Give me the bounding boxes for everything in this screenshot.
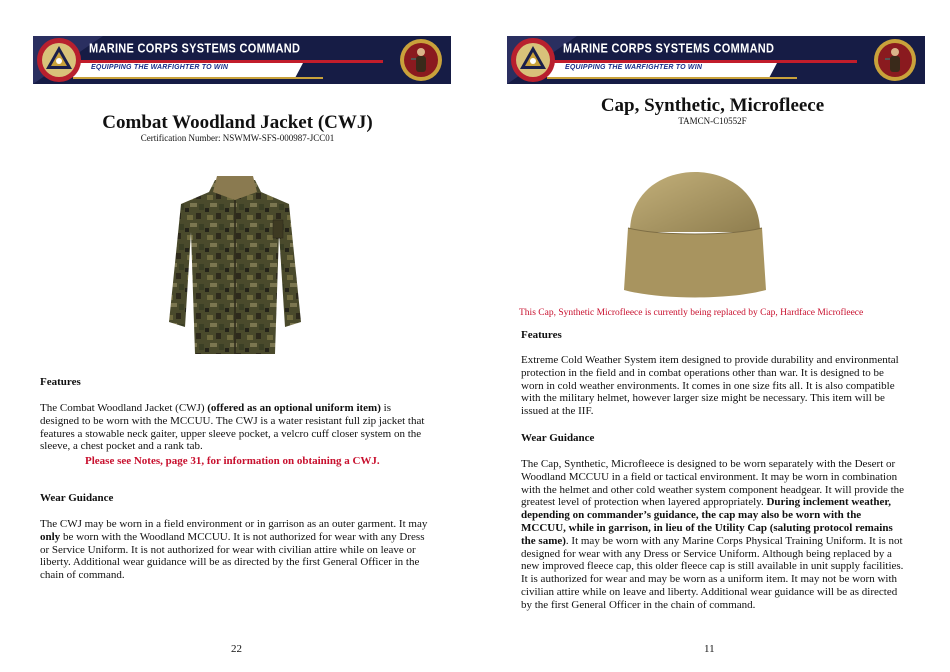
marine-seal-icon [873, 38, 917, 82]
certification-number: Certification Number: NSWMW-SFS-000987-JCC01 [140, 133, 335, 143]
features-paragraph: Extreme Cold Weather System item designed to provide durability and environmental protection in the field and in combat operations other than war. It is designed to be worn in cold weather environments. It comes in one size fits all. It is also compatible with the military helmet, however larger size might be necessary. This item will be issued at the IIF. [521, 354, 899, 418]
wear-guidance-heading: Wear Guidance [40, 492, 114, 504]
wear-guidance-paragraph: The CWJ may be worn in a field environment or in garrison as an outer garment. It may only be worn with the Woodland MCCUU. It is not authorized for wear with any Dress or Service Uniform. It is not authorized for wear with civilian attire while on leave or liberty. Additional wear guidance will be as directed by the first General Officer in the chain of command. [40, 518, 428, 582]
features-paragraph: The Combat Woodland Jacket (CWJ) (offered as an optional uniform item) is designed to be worn with the MCCUU. The CWJ is a water resistant full zip jacket that features a stowable neck gaiter, upper sleeve pocket, a velcro cuff closer system on the sleeve, a chest pocket and a rank tab. [40, 402, 425, 453]
jacket-title: Combat Woodland Jacket (CWJ) [102, 112, 373, 133]
wear-guidance-paragraph: The Cap, Synthetic, Microfleece is designed to be worn separately with the Desert or Woodland MCCUU in a field or tactical environment. It may be worn in combination with the helmet and other cold weather system component headgear. It will provide the greatest level of protection when layered appropriately. During inclement weather, depending on commander’s guidance, the cap may also be worn with the MCCUU, while in garrison, in lieu of the Utility Cap (saluting protocol remains the same). It may be worn with any Marine Corps Physical Training Uniform. It is not designed for wear with any Dress or Service Uniform. Although being replaced by a new improved fleece cap, this older fleece cap is still available in unit supply facilities. It is authorized for wear and may be worn as a uniform item. It may not be worn with civilian attire while on leave and liberty. Additional wear guidance will be as directed by the first General Officer in the chain of command. [521, 458, 905, 611]
microfleece-cap-photo [620, 132, 770, 302]
cap-title: Cap, Synthetic, Microfleece [600, 95, 825, 116]
wear-guidance-heading: Wear Guidance [521, 432, 595, 444]
woodland-jacket-photo [165, 172, 305, 358]
mcsc-triangle-logo-icon [35, 36, 83, 84]
cwj-notes-link[interactable]: Please see Notes, page 31, for information on obtaining a CWJ. [85, 455, 380, 467]
banner-title: MARINE CORPS SYSTEMS COMMAND [563, 42, 775, 56]
banner-tagline: EQUIPPING THE WARFIGHTER TO WIN [565, 64, 703, 71]
marine-seal-icon [399, 38, 443, 82]
tamcn-number: TAMCN-C10552F [678, 116, 747, 126]
features-heading: Features [521, 329, 562, 341]
header-banner [507, 36, 925, 84]
replacement-note: This Cap, Synthetic Microfleece is currently being replaced by Cap, Hardface Microfleece [519, 308, 864, 318]
right-page [475, 0, 950, 672]
page-number: 11 [704, 643, 715, 655]
features-heading: Features [40, 376, 81, 388]
banner-tagline: EQUIPPING THE WARFIGHTER TO WIN [91, 64, 229, 71]
banner-title: MARINE CORPS SYSTEMS COMMAND [89, 42, 301, 56]
page-number: 22 [231, 643, 242, 655]
header-banner [33, 36, 451, 84]
mcsc-triangle-logo-icon [509, 36, 557, 84]
